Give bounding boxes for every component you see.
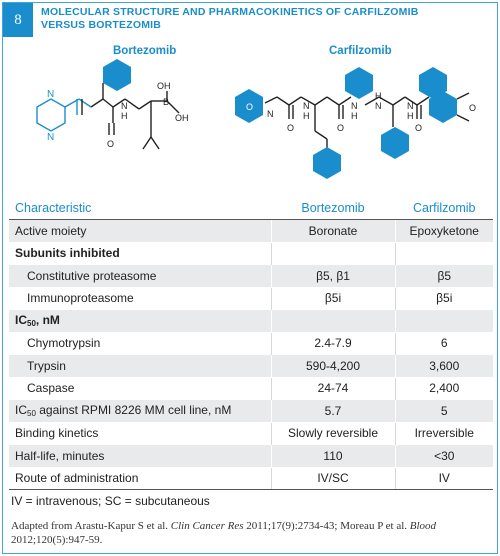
- comparison-table: [9, 197, 493, 490]
- carfilzomib-value: [395, 242, 493, 265]
- carfilzomib-atom-morph-o: O: [246, 102, 254, 112]
- bortezomib-value: 2.4-7.9: [271, 332, 395, 355]
- carfilzomib-value: 6: [395, 332, 493, 355]
- row-label: Binding kinetics: [9, 422, 271, 445]
- carfilzomib-value: Epoxyketone: [395, 220, 493, 243]
- table-row: [9, 422, 493, 445]
- bortezomib-value: 5.7: [271, 400, 395, 423]
- header-carfilzomib: Carfilzomib: [395, 197, 493, 220]
- figure-title-line2: VERSUS BORTEZOMIB: [41, 19, 162, 31]
- bortezomib-value: [271, 242, 395, 265]
- carfilzomib-value: 3,600: [395, 355, 493, 378]
- ic50-subscript: 50: [27, 409, 36, 419]
- row-label: Constitutive proteasome: [9, 265, 271, 288]
- citation-journal: Clin Cancer Res: [170, 520, 244, 532]
- table-row: [9, 377, 493, 400]
- carfilzomib-leucine-1: [345, 67, 373, 99]
- citation-journal: Blood: [409, 520, 437, 532]
- table-header-row: [9, 197, 493, 220]
- row-label: Immunoproteasome: [9, 287, 271, 310]
- carfilzomib-atom-n3: N: [351, 101, 358, 111]
- carfilzomib-atom-h4: H: [375, 91, 382, 101]
- carfilzomib-phenyl-ring-2: [313, 147, 341, 179]
- carfilzomib-value: Irreversible: [395, 422, 493, 445]
- bortezomib-value: [271, 310, 395, 333]
- carfilzomib-atom-o6: O: [469, 103, 477, 113]
- table-row: [9, 332, 493, 355]
- ic50-base: IC: [15, 313, 27, 328]
- citation-text: Adapted from Arastu-Kapur S et al.: [11, 520, 171, 532]
- row-label: Subunits inhibited: [9, 242, 271, 265]
- table-row: [9, 287, 493, 310]
- carfilzomib-atom-n4: N: [375, 101, 382, 111]
- citation-text: 2011;17(9):2734-43; Moreau P et al.: [243, 520, 410, 532]
- bortezomib-value: Slowly reversible: [271, 422, 395, 445]
- figure-number: 8: [3, 3, 33, 37]
- carfilzomib-value: β5: [395, 265, 493, 288]
- carfilzomib-value: <30: [395, 445, 493, 468]
- figure-title-line1: MOLECULAR STRUCTURE AND PHARMACOKINETICS OF CARFILZOMIB: [41, 6, 419, 18]
- row-label: Chymotrypsin: [9, 332, 271, 355]
- carfilzomib-atom-o2: O: [337, 123, 345, 133]
- table-row: [9, 265, 493, 288]
- carfilzomib-value: [395, 310, 493, 333]
- carfilzomib-phenyl-ring-1: [381, 127, 409, 159]
- bortezomib-value: β5i: [271, 287, 395, 310]
- bortezomib-atom-nh-h: H: [121, 111, 128, 121]
- ic50-subscript: 50: [27, 319, 36, 329]
- carfilzomib-atom-h5: H: [407, 111, 414, 121]
- table-row: [9, 400, 493, 423]
- bortezomib-value: 24-74: [271, 377, 395, 400]
- row-label: Half-life, minutes: [9, 445, 271, 468]
- bortezomib-atom-b: B: [163, 97, 170, 107]
- carfilzomib-atom-n5: N: [407, 101, 414, 111]
- table-row: [9, 445, 493, 468]
- figure-header: [3, 3, 497, 37]
- citation-text: 2012;120(5):947-59.: [11, 534, 103, 546]
- carfilzomib-atom-o5: O: [415, 123, 423, 133]
- bortezomib-phenyl-ring: [103, 59, 131, 91]
- ic50-rest: , nM: [35, 313, 60, 328]
- bortezomib-value: β5, β1: [271, 265, 395, 288]
- bortezomib-atom-o: O: [107, 139, 115, 149]
- carfilzomib-value: 5: [395, 400, 493, 423]
- bortezomib-atom-n1: N: [47, 89, 55, 100]
- bortezomib-atom-oh2: OH: [175, 113, 189, 123]
- bortezomib-value: Boronate: [271, 220, 395, 243]
- row-label: [9, 400, 271, 423]
- row-label: Caspase: [9, 377, 271, 400]
- ic50-rest: against RPMI 8226 MM cell line, nM: [35, 403, 232, 418]
- table-row: [9, 355, 493, 378]
- table-row: [9, 310, 493, 333]
- carfilzomib-atom-n1: N: [267, 109, 274, 119]
- ic50-base: IC: [15, 403, 27, 418]
- source-citation: [11, 519, 491, 547]
- figure-frame: [2, 2, 498, 554]
- figure-title: [41, 6, 481, 32]
- row-label: Trypsin: [9, 355, 271, 378]
- molecular-structures: [3, 39, 497, 195]
- carfilzomib-atom-h2: H: [303, 111, 310, 121]
- bortezomib-value: 110: [271, 445, 395, 468]
- bortezomib-structure-label: Bortezomib: [113, 45, 177, 57]
- carfilzomib-atom-h3: H: [351, 111, 358, 121]
- bortezomib-atom-oh1: OH: [157, 81, 171, 91]
- row-label: [9, 310, 271, 333]
- carfilzomib-value: IV: [395, 467, 493, 490]
- table-row: [9, 467, 493, 490]
- header-bortezomib: Bortezomib: [271, 197, 395, 220]
- bortezomib-atom-nh-n: N: [121, 101, 128, 111]
- row-label: Active moiety: [9, 220, 271, 243]
- carfilzomib-value: 2,400: [395, 377, 493, 400]
- header-characteristic: Characteristic: [9, 197, 271, 220]
- abbreviations-note: IV = intravenous; SC = subcutaneous: [11, 494, 210, 508]
- carfilzomib-structure-label: Carfilzomib: [329, 45, 392, 57]
- structures-drawing: [3, 39, 497, 195]
- carfilzomib-atom-n2: N: [303, 101, 310, 111]
- bortezomib-atom-n2: N: [47, 132, 55, 143]
- carfilzomib-value: β5i: [395, 287, 493, 310]
- table-row: [9, 242, 493, 265]
- row-label: Route of administration: [9, 467, 271, 490]
- carfilzomib-atom-o1: O: [287, 123, 295, 133]
- bortezomib-value: 590-4,200: [271, 355, 395, 378]
- table-row: [9, 220, 493, 243]
- bortezomib-value: IV/SC: [271, 467, 395, 490]
